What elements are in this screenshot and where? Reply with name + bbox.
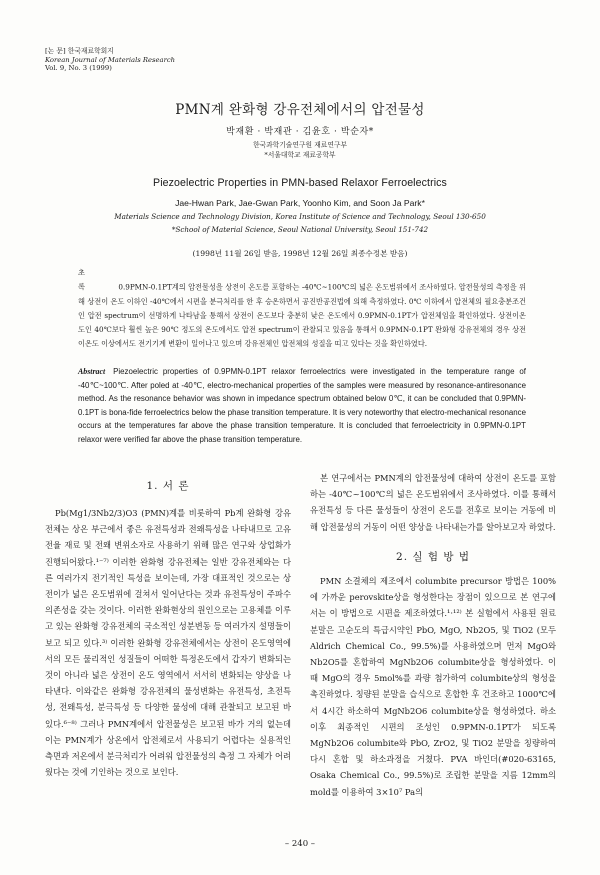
journal-name: Korean Journal of Materials Research <box>45 55 176 64</box>
received-dates: (1998년 11월 26일 받음, 1998년 12월 26일 최종수정본 받음) <box>192 249 408 258</box>
section-1-body <box>45 505 291 780</box>
abstract-korean <box>78 266 526 352</box>
journal-volume: Vol. 9, No. 3 (1999) <box>45 64 112 73</box>
section-2-heading: 2. 실 험 방 법 <box>396 551 470 563</box>
section-1-paragraph: 본 연구에서는 PMN계의 압전물성에 대하여 상전이 온도를 포함하는 -40℃~100℃의 넓은 온도범위에서 조사하였다. 이를 통해서 유전특성 등 다른 물성들이 상전이 온도를 전후로 보이는 거동에 비해 압전물성의 거동이 어떤 양상을 나타내는가를 알아보고자 하였다. <box>310 473 556 532</box>
abstract-en-label: Abstract <box>78 367 106 376</box>
affiliation-ko-line: *서울대학교 재료공학부 <box>264 150 336 159</box>
journal-header <box>45 47 345 73</box>
section-1-paragraph: Pb(Mg1/3Nb2/3)O3 (PMN)계를 비롯하여 Pb계 완화형 강유전체는 상온 부근에서 좋은 유전특성과 전왜특성을 나타내므로 고유전율 재료 및 전왜 변위소자로 사용하기 위해 많은 연구와 상업화가 진행되어왔다.¹⁻⁷⁾ 이러한 완화형 강유전체는 일반 강유전체와는 다른 여러가지 전기적인 특성을 보이는데, 가장 대표적인 것으로는 상전이가 넓은 온도범위에 걸쳐서 일어난다는 것과 유전특성이 주파수 의존성을 갖는 것이다. 이러한 완화현상의 원인으로는 고용체를 이루고 있는 완화형 강유전체의 국소적인 성분변동 등 여러가지 설명들이 보고 되고 있다.³⁾ 이러한 완화형 강유전체에서는 상전이 온도영역에서의 모든 물리적인 성질들이 어떠한 특정온도에서 갑자기 변화되는 것이 아니라 넓은 상전이 온도 영역에서 서서히 변화되는 양상을 나타낸다. 이와같은 완화형 강유전체의 물성변화는 유전특성, 초전특성, 전왜특성, 분극특성 등 다양한 물성에 대해 관찰되고 보고된 바 있다.⁶⁻⁸⁾ 그러나 PMN계에서 압전물성은 보고된 바가 거의 없는데 이는 PMN계가 상온에서 압전체로서 사용되기 어렵다는 실용적인 측면과 저온에서 분극처리가 어려워 압전물성의 측정 그 자체가 어려웠다는 것에 기인하는 것으로 보인다. <box>45 508 291 778</box>
section-2-body <box>310 573 556 800</box>
section-1-continued <box>310 470 556 535</box>
affiliation-english <box>0 211 600 236</box>
title-korean: PMN계 완화형 강유전체에서의 압전물성 <box>175 102 425 118</box>
page-number: – 240 – <box>284 839 316 849</box>
affiliation-korean <box>0 141 600 160</box>
affiliation-en-line: *School of Material Science, Seoul National University, Seoul 151-742 <box>171 224 429 234</box>
title-english: Piezoelectric Properties in PMN-based Relaxor Ferroelectrics <box>153 177 447 189</box>
affiliation-en-line: Materials Science and Technology Division, Korea Institute of Science and Technology, Seoul 130-650 <box>114 212 486 221</box>
authors-korean: 박재환 · 박재관 · 김윤호 · 박순자* <box>226 127 374 137</box>
authors-english: Jae-Hwan Park, Jae-Gwan Park, Yoonho Kim, and Soon Ja Park* <box>175 198 425 208</box>
affiliation-ko-line: 한국과학기술연구원 재료연구부 <box>252 141 348 149</box>
abstract-ko-text: 0.9PMN-0.1PT계의 압전물성을 상전이 온도를 포함하는 -40℃~100℃의 넓은 온도범위에서 조사하였다. 압전물성의 측정을 위해 상전이 온도 이하인 -40℃에서 시편을 분극처리를 한 후 승온하면서 공진반공진법에 의해 측정하였다. 0℃ 이하에서 압전체의 필요충분조건인 압전 spectrum이 선명하게 나타남을 통해서 상전이 온도보다 충분히 낮은 온도에서 0.9PMN-0.1PT가 압전체임을 확인하였다. 상전이온도인 40℃보다 훨씬 높은 90℃ 정도의 온도에서도 압전 spectrum이 관찰되고 있음을 통해서 0.9PMN-0.1PT 완화형 강유전체의 경우 상전이온도 이상에서도 전기기계 변환이 일어나고 있으며 강유전체인 압전체의 성질을 띠고 있다는 것을 확인하였다. <box>78 282 526 349</box>
section-1-heading: 1. 서 론 <box>146 480 190 492</box>
abstract-en-text: Piezoelectric properties of 0.9PMN-0.1PT relaxor ferroelectrics were investigated in the temperature range of -40℃~100℃. After poled at -40℃, electro-mechanical properties of the samples were measured by resonance-antiresonance method. As the resonance behavior was shown in impedance spectrum obtained below 0℃, it can be concluded that 0.9PMN-0.1PT is bona-fide ferroelectrics below the phase transition temperature. It is very noteworthy that electro-mechanical resonance occurs at the temperatures far above the phase transition temperature. It is concluded that ferroelectricity in 0.9PMN-0.1PT relaxor were verified far above the phase transition temperature. <box>78 367 526 444</box>
abstract-english <box>78 365 526 447</box>
abstract-ko-label: 초 록 <box>78 268 95 292</box>
section-2-paragraph: PMN 소결체의 제조에서 columbite precursor 방법은 100%에 가까운 perovskite상을 형성한다는 장점이 있으므로 본 연구에서는 이 방법으로 시편을 제조하였다.¹·¹²⁾ 본 실험에서 사용된 원료분말은 고순도의 특급시약인 PbO, MgO, Nb2O5, 및 TiO2 (모두 Aldrich Chemical Co., 99.5%)를 사용하였으며 먼저 MgO와 Nb2O5를 혼합하여 MgNb2O6 columbite상을 형성하였다. 이 때 MgO의 경우 5mol%를 과량 첨가하여 columbite상의 형성을 촉진하였다. 칭량된 분말을 습식으로 혼합한 후 건조하고 1000℃에서 4시간 하소하여 MgNb2O6 columbite상을 형성하였다. 하소 이후 최종적인 시편의 조성인 0.9PMN-0.1PT가 되도록 MgNb2O6 columbite와 PbO, ZrO2, 및 TiO2 분말을 칭량하여 다시 혼합 및 하소과정을 거쳤다. PVA 바인더(#020-63165, Osaka Chemical Co., 99.5%)로 조립한 분말을 지름 12mm의 mold를 이용하여 3×10⁷ Pa의 <box>310 576 556 797</box>
journal-type: [논 문] 한국재료학회지 <box>45 47 114 55</box>
